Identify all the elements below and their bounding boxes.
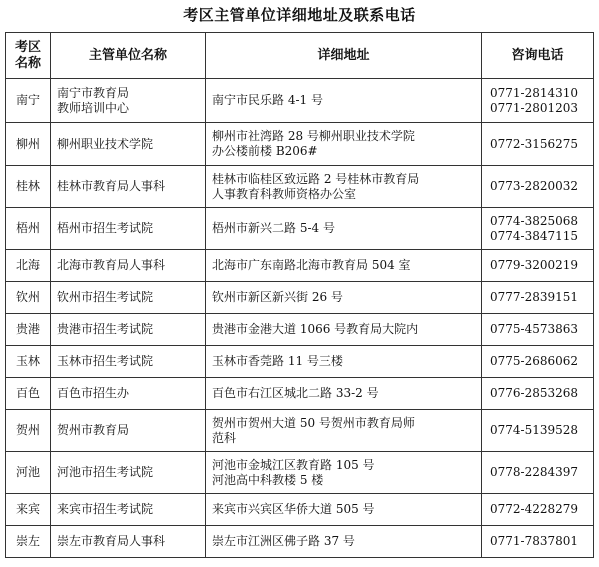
cell-phone-line: 0771-2814310 <box>490 85 579 100</box>
cell-address <box>206 452 482 494</box>
table-row <box>6 378 594 410</box>
cell-address-line: 钦州市新区新兴街 26 号 <box>212 290 343 304</box>
cell-unit <box>51 526 206 558</box>
cell-address-line: 南宁市民乐路 4-1 号 <box>212 93 323 107</box>
table-row <box>6 79 594 123</box>
cell-phone <box>482 123 594 166</box>
table-row <box>6 250 594 282</box>
cell-address-line: 柳州市社湾路 28 号柳州职业技术学院 <box>212 129 415 143</box>
cell-address-line: 河池高中科教楼 5 楼 <box>212 472 324 487</box>
cell-region: 贵港 <box>6 314 51 346</box>
table-row <box>6 452 594 494</box>
cell-address <box>206 378 482 410</box>
cell-region: 钦州 <box>6 282 51 314</box>
cell-address-line: 崇左市江洲区佛子路 37 号 <box>212 534 355 548</box>
cell-region: 桂林 <box>6 166 51 208</box>
cell-unit <box>51 494 206 526</box>
cell-phone <box>482 494 594 526</box>
cell-address-line: 办公楼前楼 B206# <box>212 144 318 158</box>
table-row <box>6 346 594 378</box>
cell-phone-line: 0774-3825068 <box>490 213 579 228</box>
cell-unit-line: 教师培训中心 <box>57 100 130 115</box>
cell-phone-line: 0778-2284397 <box>490 465 579 479</box>
cell-phone <box>482 282 594 314</box>
cell-unit-line: 百色市招生办 <box>57 386 130 400</box>
table-row <box>6 410 594 452</box>
cell-address-line: 贵港市金港大道 1066 号教育局大院内 <box>212 322 419 336</box>
table-row <box>6 208 594 250</box>
cell-unit <box>51 452 206 494</box>
cell-region: 百色 <box>6 378 51 410</box>
cell-phone-line: 0777-2839151 <box>490 290 579 304</box>
cell-region: 北海 <box>6 250 51 282</box>
cell-unit <box>51 282 206 314</box>
header-unit: 主管单位名称 <box>51 33 206 79</box>
cell-region: 南宁 <box>6 79 51 123</box>
cell-unit-line: 玉林市招生考试院 <box>57 354 154 368</box>
cell-phone <box>482 346 594 378</box>
cell-address-line: 百色市右江区城北二路 33-2 号 <box>212 386 379 400</box>
cell-phone-line: 0771-7837801 <box>490 534 579 548</box>
cell-address <box>206 79 482 123</box>
cell-address-line: 河池市金城江区教育路 105 号 <box>212 457 375 472</box>
cell-region: 贺州 <box>6 410 51 452</box>
cell-region: 柳州 <box>6 123 51 166</box>
cell-unit-line: 河池市招生考试院 <box>57 465 154 479</box>
cell-phone <box>482 250 594 282</box>
cell-phone-line: 0774-3847115 <box>490 228 579 243</box>
cell-unit-line: 北海市教育局人事科 <box>57 258 166 272</box>
cell-phone <box>482 166 594 208</box>
header-phone: 咨询电话 <box>482 33 594 79</box>
cell-unit <box>51 250 206 282</box>
cell-phone-line: 0775-2686062 <box>490 354 579 368</box>
cell-unit-line: 梧州市招生考试院 <box>57 221 154 235</box>
cell-address-line: 范科 <box>212 430 237 445</box>
header-region-line2: 名称 <box>14 55 41 71</box>
cell-phone-line: 0775-4573863 <box>490 322 579 336</box>
cell-address <box>206 166 482 208</box>
cell-phone <box>482 526 594 558</box>
table-header-row <box>6 33 594 79</box>
cell-phone-line: 0776-2853268 <box>490 386 579 400</box>
cell-phone-line: 0773-2820032 <box>490 179 579 193</box>
table-row <box>6 494 594 526</box>
cell-unit-line: 贵港市招生考试院 <box>57 322 154 336</box>
cell-address-line: 梧州市新兴二路 5-4 号 <box>212 221 335 235</box>
cell-address-line: 北海市广东南路北海市教育局 504 室 <box>212 258 411 272</box>
table-body <box>6 79 594 558</box>
cell-address-line: 桂林市临桂区致远路 2 号桂林市教育局 <box>212 171 420 186</box>
cell-unit <box>51 346 206 378</box>
cell-phone <box>482 452 594 494</box>
cell-region: 来宾 <box>6 494 51 526</box>
header-address: 详细地址 <box>206 33 482 79</box>
cell-unit-line: 桂林市教育局人事科 <box>57 179 166 193</box>
cell-address-line: 人事教育科教师资格办公室 <box>212 186 357 201</box>
cell-address <box>206 208 482 250</box>
cell-address-line: 贺州市贺州大道 50 号贺州市教育局师 <box>212 415 415 430</box>
table-row <box>6 123 594 166</box>
cell-unit-line: 柳州职业技术学院 <box>57 136 154 151</box>
page-title: 考区主管单位详细地址及联系电话 <box>183 6 416 24</box>
cell-unit-line: 贺州市教育局 <box>57 423 130 437</box>
cell-address-line: 玉林市香莞路 11 号三楼 <box>212 354 343 368</box>
cell-region: 玉林 <box>6 346 51 378</box>
cell-address-line: 来宾市兴宾区华侨大道 505 号 <box>212 502 375 516</box>
cell-address <box>206 282 482 314</box>
cell-phone <box>482 314 594 346</box>
cell-region: 崇左 <box>6 526 51 558</box>
header-region <box>6 33 51 79</box>
cell-unit <box>51 410 206 452</box>
cell-phone-line: 0774-5139528 <box>490 423 579 437</box>
cell-unit-line: 崇左市教育局人事科 <box>57 534 166 548</box>
table-row <box>6 166 594 208</box>
table-row <box>6 314 594 346</box>
table-row <box>6 526 594 558</box>
cell-address <box>206 250 482 282</box>
cell-unit <box>51 79 206 123</box>
cell-unit-line: 南宁市教育局 <box>57 85 130 100</box>
table-row <box>6 282 594 314</box>
cell-unit-line: 钦州市招生考试院 <box>57 290 154 304</box>
cell-address <box>206 526 482 558</box>
cell-unit <box>51 378 206 410</box>
cell-phone <box>482 410 594 452</box>
cell-address <box>206 410 482 452</box>
cell-phone-line: 0772-4228279 <box>490 502 579 516</box>
cell-phone-line: 0771-2801203 <box>490 100 579 115</box>
cell-phone <box>482 208 594 250</box>
cell-region: 河池 <box>6 452 51 494</box>
cell-unit <box>51 208 206 250</box>
cell-region: 梧州 <box>6 208 51 250</box>
cell-address <box>206 346 482 378</box>
cell-phone <box>482 378 594 410</box>
cell-unit <box>51 314 206 346</box>
contact-table <box>5 32 594 558</box>
cell-unit-line: 来宾市招生考试院 <box>57 502 154 516</box>
cell-phone-line: 0772-3156275 <box>490 136 579 151</box>
cell-address <box>206 494 482 526</box>
header-region-line1: 考区 <box>14 39 41 55</box>
cell-address <box>206 314 482 346</box>
cell-unit <box>51 123 206 166</box>
cell-phone-line: 0779-3200219 <box>490 258 579 272</box>
cell-address <box>206 123 482 166</box>
cell-unit <box>51 166 206 208</box>
cell-phone <box>482 79 594 123</box>
